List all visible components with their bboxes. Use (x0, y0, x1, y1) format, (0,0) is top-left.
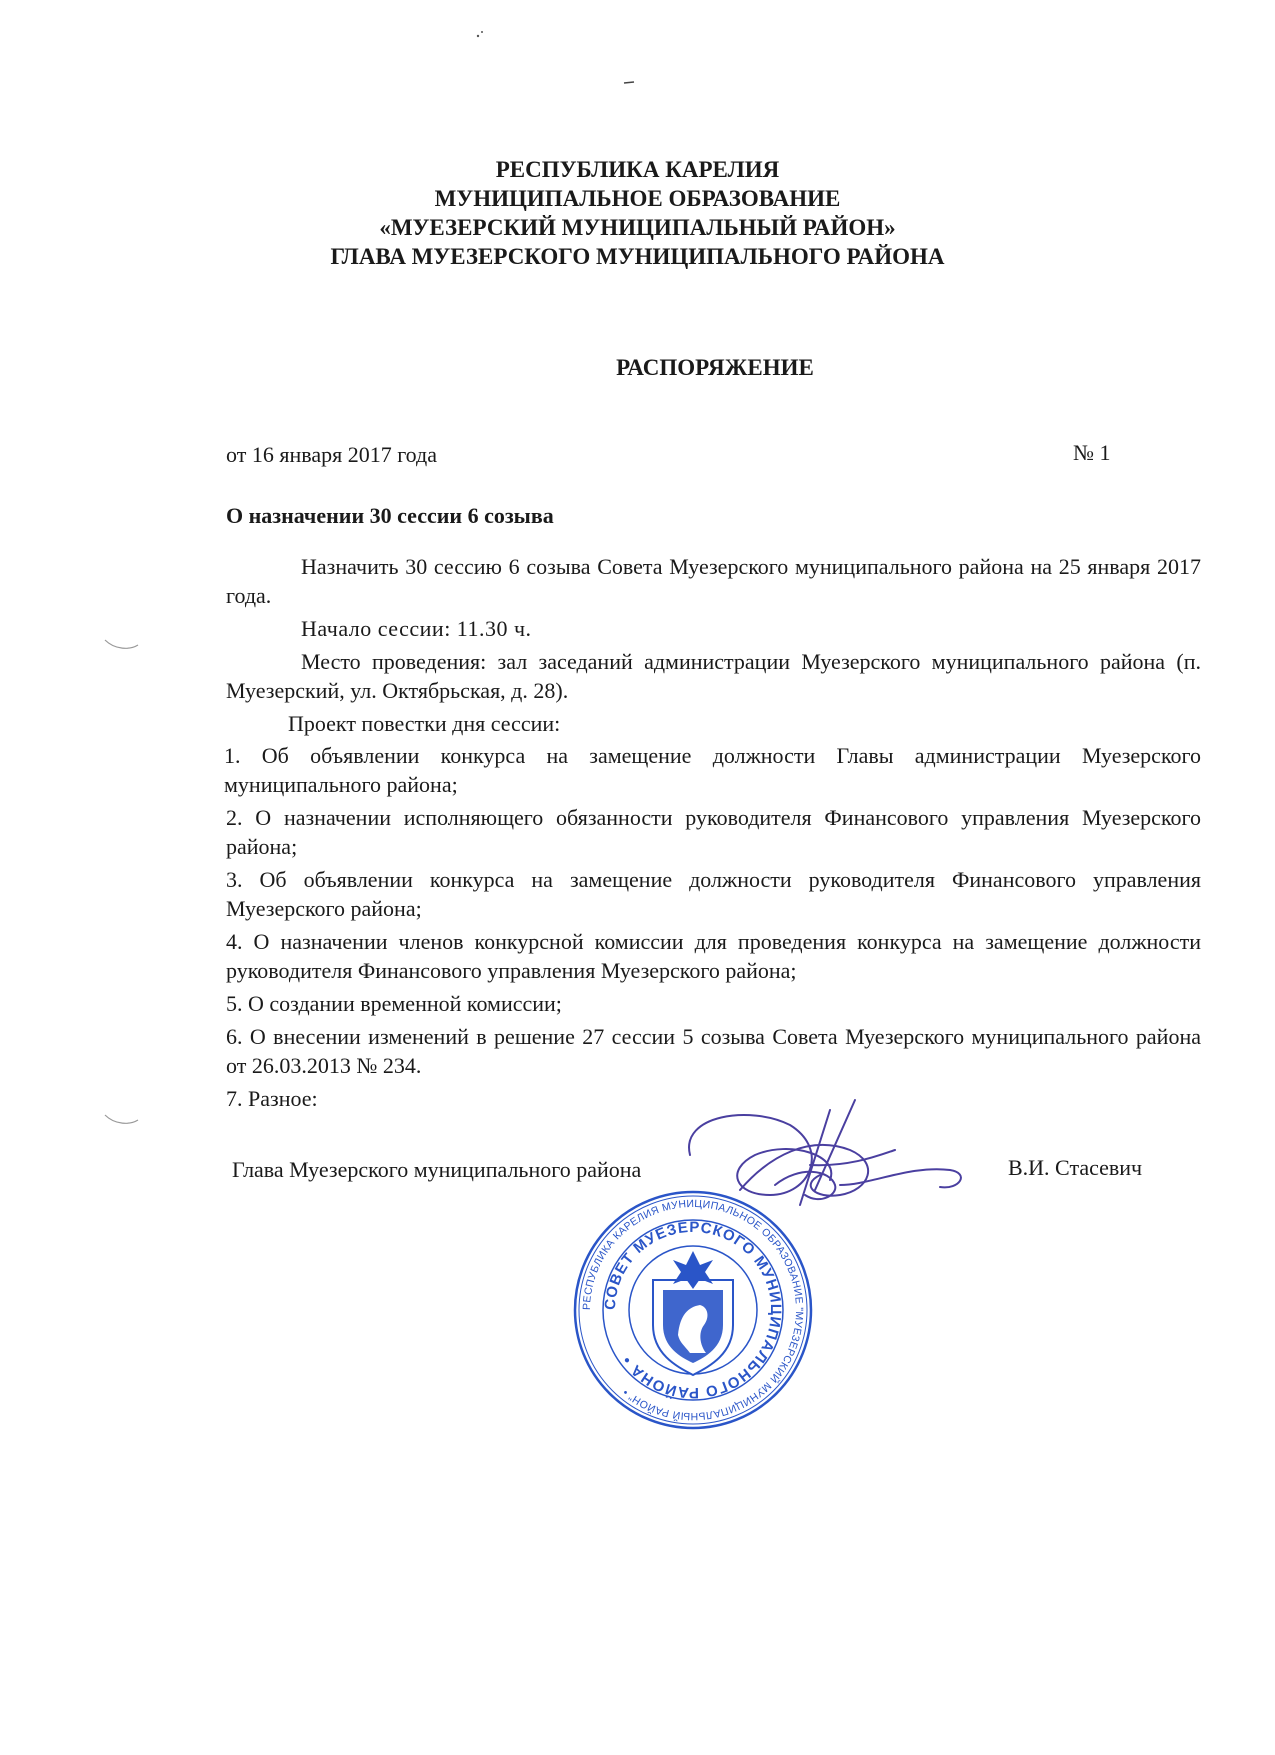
header-republic: РЕСПУБЛИКА КАРЕЛИЯ (495, 157, 780, 182)
agenda-item: 1. Об объявлении конкурса на замещение должности Главы администрации Муезерского муниципального района; (224, 743, 1201, 797)
agenda-item: 7. Разное: (226, 1086, 318, 1111)
header-municipality: МУНИЦИПАЛЬНОЕ ОБРАЗОВАНИЕ (434, 186, 841, 211)
scan-speck (470, 28, 490, 48)
agenda-intro: Проект повестки дня сессии: (288, 711, 561, 736)
seal-outer-text: РЕСПУБЛИКА КАРЕЛИЯ МУНИЦИПАЛЬНОЕ ОБРАЗОВАНИЕ "МУЕЗЕРСКИЙ МУНИЦИПАЛЬНЫЙ РАЙОН" • (580, 1197, 806, 1423)
appoint-paragraph: Назначить 30 сессию 6 созыва Совета Муезерского муниципального района на 25 января 2017 года. (226, 554, 1201, 608)
scan-edge-mark (100, 635, 140, 655)
signature-name: В.И. Стасевич (1008, 1155, 1143, 1180)
agenda-list (226, 741, 1201, 1113)
document-body (226, 552, 1201, 1117)
scan-edge-mark (100, 1110, 140, 1130)
agenda-item: 4. О назначении членов конкурсной комиссии для проведения конкурса на замещение должности руководителя Финансового управления Муезерского района; (226, 929, 1201, 983)
header-district: «МУЕЗЕРСКИЙ МУНИЦИПАЛЬНЫЙ РАЙОН» (379, 215, 896, 240)
signature-role: Глава Муезерского муниципального района (232, 1157, 642, 1182)
agenda-item: 5. О создании временной комиссии; (226, 991, 562, 1016)
document-subject: О назначении 30 сессии 6 созыва (226, 503, 554, 528)
venue-paragraph: Место проведения: зал заседаний администрации Муезерского муниципального района (п. Муезерский, ул. Октябрьская, д. 28). (226, 649, 1201, 703)
start-time-paragraph: Начало сессии: 11.30 ч. (301, 616, 532, 641)
document-title: РАСПОРЯЖЕНИЕ (616, 355, 814, 380)
document-date: от 16 января 2017 года (226, 442, 437, 467)
coat-of-arms-icon (653, 1251, 733, 1375)
agenda-item: 3. Об объявлении конкурса на замещение должности руководителя Финансового управления Муезерского района; (226, 867, 1201, 921)
document-number: № 1 (1073, 440, 1111, 465)
agenda-item: 2. О назначении исполняющего обязанности руководителя Финансового управления Муезерского района; (226, 805, 1201, 859)
header-head: ГЛАВА МУЕЗЕРСКОГО МУНИЦИПАЛЬНОГО РАЙОНА (330, 244, 945, 269)
official-seal (568, 1185, 818, 1440)
seal-inner-text: СОВЕТ МУЕЗЕРСКОГО МУНИЦИПАЛЬНОГО РАЙОНА • (601, 1218, 785, 1402)
scan-speck (622, 78, 642, 88)
document-header (0, 155, 1275, 271)
agenda-item: 6. О внесении изменений в решение 27 сессии 5 созыва Совета Муезерского муниципального района от 26.03.2013 № 234. (226, 1024, 1201, 1078)
